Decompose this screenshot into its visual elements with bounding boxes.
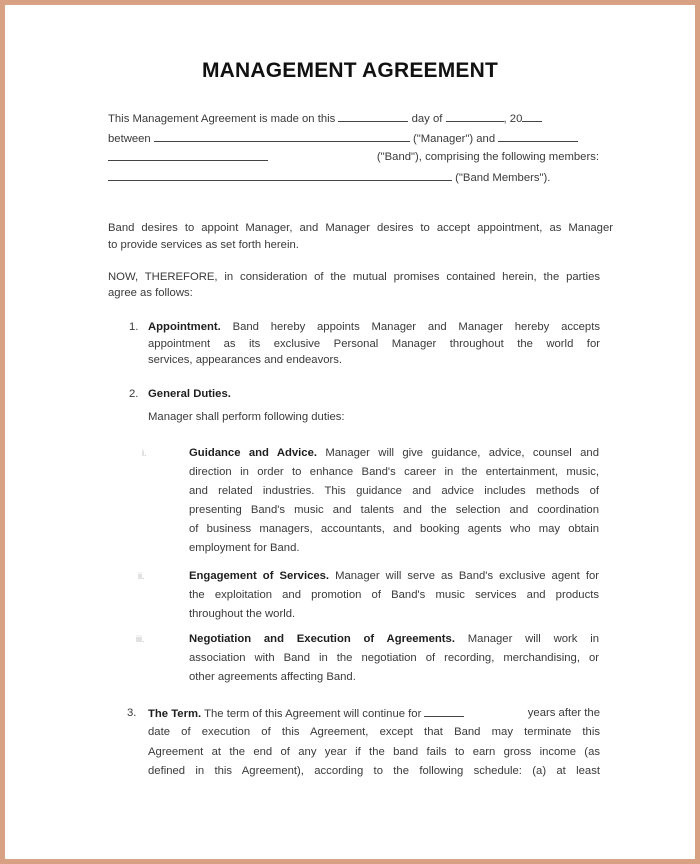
item-3-line-1 [189, 632, 599, 646]
section-line: services, appearances and endeavors. [148, 354, 343, 366]
item-1-line-1 [189, 446, 599, 460]
section-line: defined in this Agreement), according to the following schedule: (a) at least [148, 765, 600, 777]
page [5, 5, 695, 859]
section-line: Manager shall perform following duties: [148, 411, 345, 423]
section-heading: Appointment. [148, 321, 221, 333]
band-name-blank[interactable] [498, 131, 578, 142]
document-title: MANAGEMENT AGREEMENT [201, 59, 499, 82]
section-number: 1. [129, 321, 139, 333]
section-line: Agreement at the end of any year if the band fails to earn gross income (as [148, 746, 600, 758]
item-line: presenting Band's music and talents and the selection and coordination [189, 504, 599, 516]
section-heading: General Duties. [148, 388, 231, 400]
item-heading: Engagement of Services. [189, 570, 330, 582]
date-year-blank[interactable] [522, 111, 542, 122]
section-number: 2. [129, 388, 139, 400]
item-heading: Guidance and Advice. [189, 447, 318, 459]
item-text: Manager will work in [467, 633, 599, 645]
intro-line: Band desires to appoint Manager, and Manager desires to accept appointment, as Manager [108, 222, 613, 234]
item-text: Manager will serve as Band's exclusive agent for [335, 570, 599, 582]
item-line: direction in order to enhance Band's career in the entertainment, music, [189, 466, 599, 478]
section-text: years after the [527, 707, 600, 719]
preamble-text: ("Manager") and [413, 133, 496, 145]
term-years-blank[interactable] [424, 706, 464, 717]
list-marker: ii. [138, 571, 145, 581]
preamble-text: day of [411, 113, 443, 125]
item-line: the exploitation and promotion of Band's music services and products [189, 589, 599, 601]
section-line: appointment as its exclusive Personal Manager throughout the world for [148, 338, 600, 350]
band-members-blank[interactable] [108, 170, 452, 181]
date-month-blank[interactable] [446, 111, 504, 122]
list-marker: i. [142, 448, 147, 458]
item-line: throughout the world. [189, 608, 296, 620]
section-text: Band hereby appoints Manager and Manager hereby accepts [232, 321, 600, 333]
item-line: employment for Band. [189, 542, 300, 554]
item-line: of business managers, accountants, and booking agents who may obtain [189, 523, 599, 535]
section-line: date of execution of this Agreement, except that Band may terminate this [148, 726, 600, 738]
item-text: Manager will give guidance, advice, counsel and [325, 447, 599, 459]
preamble-text: between [108, 133, 151, 145]
intro-line: NOW, THEREFORE, in consideration of the mutual promises contained herein, the parties [108, 271, 600, 283]
preamble-line-3 [108, 150, 599, 165]
preamble-line-1 [108, 111, 542, 126]
section-text: The term of this Agreement will continue for [204, 708, 422, 720]
preamble-text: , 20 [503, 113, 523, 125]
section-3-line-1 [148, 706, 600, 721]
preamble-text: ("Band Members"). [455, 172, 551, 184]
preamble-line-4 [108, 170, 550, 185]
document [5, 5, 695, 859]
list-marker: iii. [136, 634, 145, 644]
preamble-line-2 [108, 131, 578, 146]
preamble-text: This Management Agreement is made on this [108, 113, 336, 125]
preamble-text: ("Band"), comprising the following members: [376, 151, 599, 163]
manager-name-blank[interactable] [154, 131, 410, 142]
item-line: and related industries. This guidance and advice includes methods of [189, 485, 599, 497]
band-name-blank-2[interactable] [108, 150, 268, 161]
intro-line: to provide services as set forth herein. [108, 239, 299, 251]
section-number: 3. [127, 707, 137, 719]
item-2-line-1 [189, 569, 599, 583]
section-2-heading [148, 387, 231, 401]
item-line: other agreements affecting Band. [189, 671, 356, 683]
item-heading: Negotiation and Execution of Agreements. [189, 633, 455, 645]
item-line: association with Band in the negotiation of recording, merchandising, or [189, 652, 599, 664]
section-1-line-1 [148, 320, 600, 334]
date-day-blank[interactable] [338, 111, 408, 122]
intro-line: agree as follows: [108, 287, 193, 299]
section-heading: The Term. [148, 708, 202, 720]
